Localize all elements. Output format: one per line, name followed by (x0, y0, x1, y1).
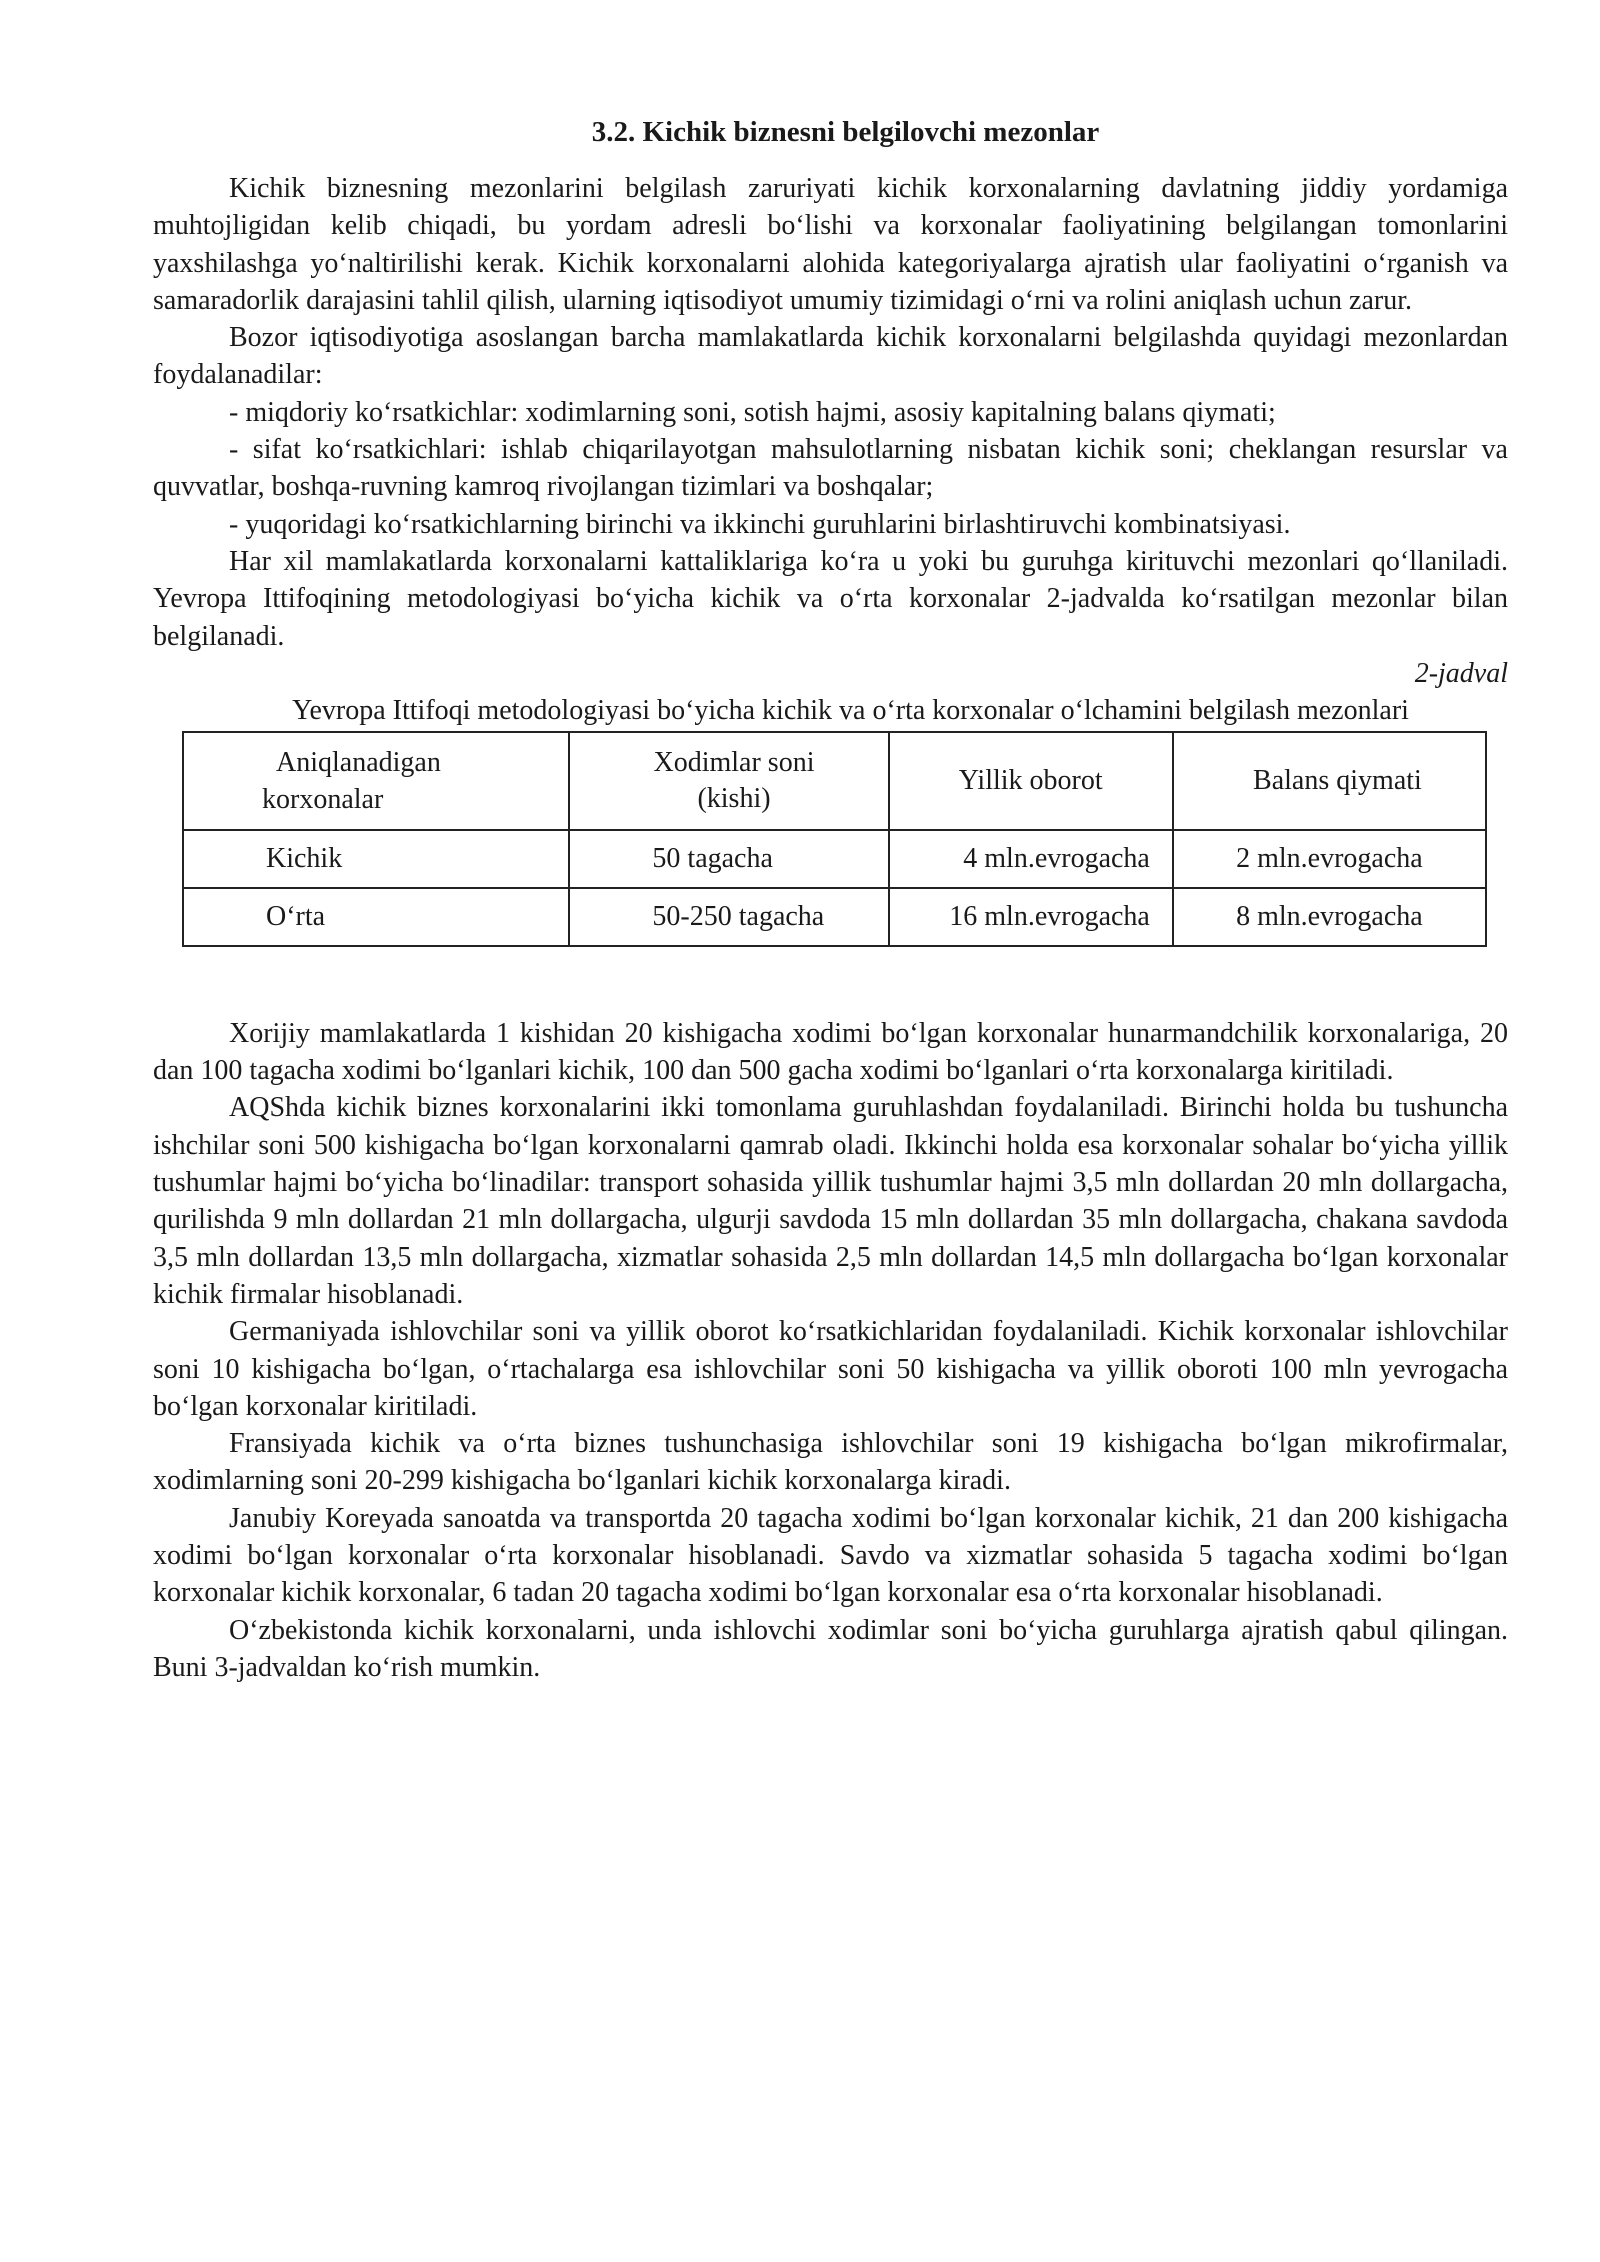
paragraph: Xorijiy mamlakatlarda 1 kishidan 20 kishigacha xodimi bo‘lgan korxonalar hunarmandchilik korxonalariga, 20 dan 100 tagacha xodimi bo‘lganlari kichik, 100 dan 500 gacha xodimi bo‘lganlari o‘rta korxonalarga kiritiladi. (153, 1017, 1508, 1087)
document-page (153, 112, 1508, 1686)
paragraph: Kichik biznesning mezonlarini belgilash zaruriyati kichik korxonalarning davlatning jiddiy yordamiga muhtojligidan kelib chiqadi, bu yordam adresli bo‘lishi va korxonalar faoliyatining belgilangan tomonlarini yaxshilashga yo‘naltirilishi kerak. Kichik korxonalarni alohida kategoriyalarga ajratish ular faoliyatini o‘rganish va samaradorlik darajasini tahlil qilish, ularning iqtisodiyot umumiy tizimidagi o‘rni va rolini aniqlash uchun zarur. (153, 173, 1508, 316)
table-caption: Yevropa Ittifoqi metodologiyasi bo‘yicha kichik va o‘rta korxonalar o‘lchamini belgilash mezonlari (292, 694, 1409, 726)
paragraph: AQShda kichik biznes korxonalarini ikki tomonlama guruhlashdan foydalaniladi. Birinchi holda bu tushuncha ishchilar soni 500 kishigacha bo‘lgan korxonalarni qamrab oladi. Ikkinchi holda esa korxonalar sohalar bo‘yicha yillik tushumlar hajmi bo‘yicha bo‘linadilar: transport sohasida yillik tushumlar hajmi 3,5 mln dollardan 20 mln dollargacha, qurilishda 9 mln dollardan 21 mln dollargacha, ulgurji savdoda 15 mln dollardan 35 mln dollargacha, chakana savdoda 3,5 mln dollardan 13,5 mln dollargacha, xizmatlar sohasida 2,5 mln dollardan 14,5 mln dollargacha bo‘lgan korxonalar kichik firmalar hisoblanadi. (153, 1092, 1508, 1310)
table-cell: 2 mln.evrogacha (1173, 830, 1486, 888)
table-row (183, 830, 1486, 888)
section-heading: 3.2. Kichik biznesni belgilovchi mezonlar (591, 116, 1100, 148)
table-header-row (183, 732, 1486, 830)
list-item: - yuqoridagi ko‘rsatkichlarning birinchi va ikkinchi guruhlarini birlashtiruvchi kombinatsiyasi. (229, 508, 1291, 540)
paragraph: Janubiy Koreyada sanoatda va transportda 20 tagacha xodimi bo‘lgan korxonalar kichik, 21 dan 200 kishigacha xodimi bo‘lgan korxonalar o‘rta korxonalar hisoblanadi. Savdo va xizmatlar sohasida 5 tagacha xodimi bo‘lgan korxonalar kichik korxonalar, 6 tadan 20 tagacha xodimi bo‘lgan korxonalar esa o‘rta korxonalar hisoblanadi. (153, 1502, 1508, 1609)
list-item: - miqdoriy ko‘rsatkichlar: xodimlarning soni, sotish hajmi, asosiy kapitalning balans qiymati; (229, 396, 1276, 428)
criteria-table (182, 731, 1487, 947)
table-cell: O‘rta (183, 888, 569, 946)
header-cell-turnover: Yillik oborot (889, 732, 1173, 830)
spacer (153, 947, 1508, 1015)
paragraph: Fransiyada kichik va o‘rta biznes tushunchasiga ishlovchilar soni 19 kishigacha bo‘lgan mikrofirmalar, xodimlarning soni 20-299 kishigacha bo‘lganlari kichik korxonalarga kiradi. (153, 1428, 1508, 1497)
header-cell-enterprises: Aniqlanadigan korxonalar (183, 732, 569, 830)
paragraph: O‘zbekistonda kichik korxonalarni, unda ishlovchi xodimlar soni bo‘yicha guruhlarga ajratish qabul qilingan. Buni 3-jadvaldan ko‘rish mumkin. (153, 1614, 1508, 1683)
table-cell: 4 mln.evrogacha (889, 830, 1173, 888)
header-cell-balance: Balans qiymati (1173, 732, 1486, 830)
table-cell: Kichik (183, 830, 569, 888)
paragraph: Har xil mamlakatlarda korxonalarni kattaliklariga ko‘ra u yoki bu guruhga kirituvchi mezonlari qo‘llaniladi. Yevropa Ittifoqining metodologiyasi bo‘yicha kichik va o‘rta korxonalar 2-jadvalda ko‘rsatilgan mezonlar bilan belgilanadi. (153, 545, 1508, 652)
list-item: - sifat ko‘rsatkichlari: ishlab chiqarilayotgan mahsulotlarning nisbatan kichik soni; cheklangan resurslar va quvvatlar, boshqa-ruvning kamroq rivojlangan tizimlari va boshqalar; (153, 434, 1508, 503)
paragraph: Bozor iqtisodiyotiga asoslangan barcha mamlakatlarda kichik korxonalarni belgilashda quyidagi mezonlardan foydalanadilar: (153, 322, 1508, 391)
header-cell-employees: Xodimlar soni (kishi) (569, 732, 888, 830)
table-row (183, 888, 1486, 946)
table-cell: 50 tagacha (569, 830, 888, 888)
table-cell: 8 mln.evrogacha (1173, 888, 1486, 946)
table-number: 2-jadval (1414, 657, 1508, 689)
table-cell: 50-250 tagacha (569, 888, 888, 946)
table-cell: 16 mln.evrogacha (889, 888, 1173, 946)
paragraph: Germaniyada ishlovchilar soni va yillik oborot ko‘rsatkichlaridan foydalaniladi. Kichik korxonalar ishlovchilar soni 10 kishigacha bo‘lgan, o‘rtachalarga esa ishlovchilar soni 50 kishigacha va yillik oboroti 100 mln yevrogacha bo‘lgan korxonalar kiritiladi. (153, 1316, 1508, 1422)
